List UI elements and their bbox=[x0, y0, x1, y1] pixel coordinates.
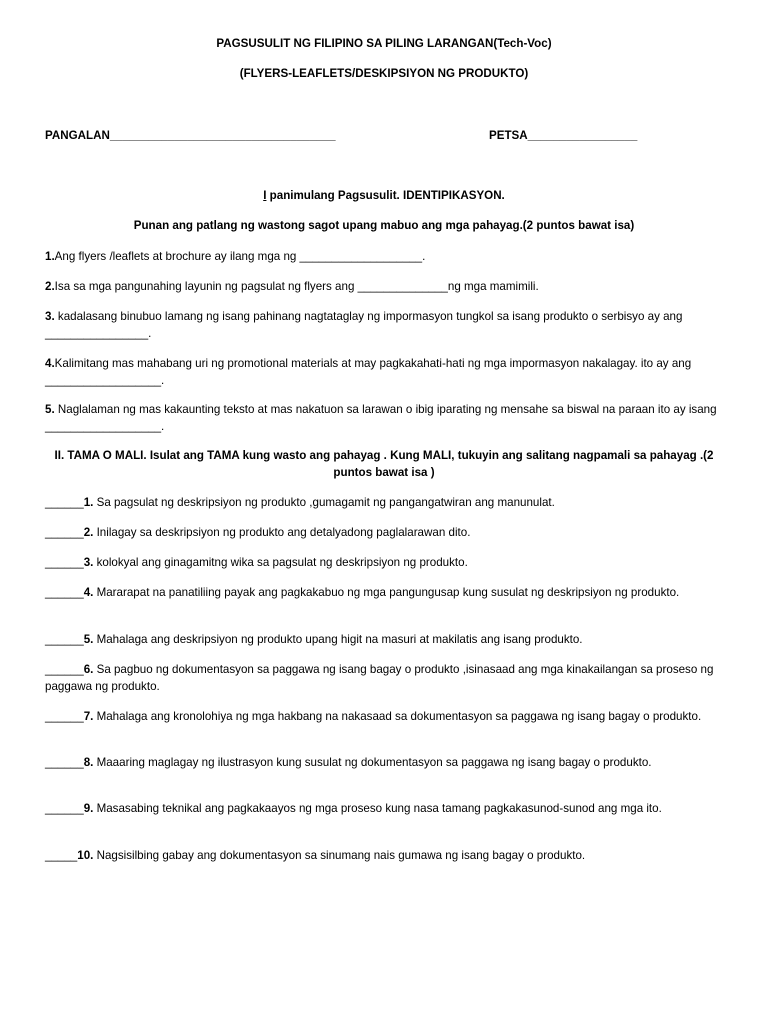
item-text: kolokyal ang ginagamitng wika sa pagsulat ng deskripsiyon ng produkto. bbox=[93, 556, 468, 569]
item-number: 2. bbox=[45, 280, 55, 293]
item-number: 2. bbox=[83, 526, 94, 539]
answer-blank: ______ bbox=[45, 663, 84, 676]
question-item bbox=[45, 279, 735, 296]
item-number: 3. bbox=[45, 310, 55, 323]
item-text: Sa pagsulat ng deskripsiyon ng produkto ,gumagamit ng pangangatwiran ang manunulat. bbox=[93, 496, 555, 509]
name-blank: ___________________________________ bbox=[109, 129, 336, 142]
part1-numeral: I bbox=[263, 189, 267, 202]
date-blank: _________________ bbox=[527, 129, 638, 142]
item-text: Sa pagbuo ng dokumentasyon sa paggawa ng isang bagay o produkto ,isinasaad ang mga kinakailangan sa proseso ng paggawa ng produkto. bbox=[45, 663, 714, 693]
answer-blank: ______ bbox=[45, 586, 84, 599]
item-text: Nagsisilbing gabay ang dokumentasyon sa sinumang nais gumawa ng isang bagay o produkto. bbox=[93, 849, 586, 862]
item-number: 8. bbox=[83, 756, 94, 769]
item-text: Inilagay sa deskripsiyon ng produkto ang detalyadong paglalarawan dito. bbox=[93, 526, 471, 539]
worksheet-subtitle: (FLYERS-LEAFLETS/DESKIPSIYON NG PRODUKTO) bbox=[239, 67, 529, 80]
question-item bbox=[45, 709, 735, 726]
worksheet-title: PAGSUSULIT NG FILIPINO SA PILING LARANGAN(Tech-Voc) bbox=[216, 37, 552, 50]
answer-blank: ______ bbox=[45, 496, 84, 509]
question-item bbox=[45, 555, 735, 572]
answer-blank: ______ bbox=[45, 526, 84, 539]
part1-heading-text: panimulang Pagsusulit. IDENTIPIKASYON. bbox=[266, 189, 505, 202]
answer-blank: ______ bbox=[45, 756, 84, 769]
question-item bbox=[45, 801, 735, 818]
part1-instruction: Punan ang patlang ng wastong sagot upang mabuo ang mga pahayag.(2 puntos bawat isa) bbox=[133, 219, 635, 232]
question-item bbox=[45, 632, 735, 649]
item-number: 5. bbox=[83, 633, 94, 646]
item-number: 1. bbox=[45, 250, 55, 263]
item-number: 5. bbox=[45, 403, 55, 416]
answer-blank: ______ bbox=[45, 710, 84, 723]
item-text: Maaaring maglagay ng ilustrasyon kung susulat ng dokumentasyon sa paggawa ng isang bagay o produkto. bbox=[93, 756, 652, 769]
item-number: 9. bbox=[83, 802, 94, 815]
answer-blank: ______ bbox=[45, 802, 84, 815]
name-field bbox=[45, 128, 336, 145]
item-number: 10. bbox=[77, 849, 94, 862]
item-number: 7. bbox=[83, 710, 94, 723]
item-text: Ang flyers /leaflets at brochure ay ilang mga ng ___________________. bbox=[54, 250, 426, 263]
question-item bbox=[45, 495, 735, 512]
question-item bbox=[45, 402, 735, 435]
item-text: Isa sa mga pangunahing layunin ng pagsulat ng flyers ang ______________ng mga mamimili. bbox=[54, 280, 539, 293]
item-text: Kalimitang mas mahabang uri ng promotional materials at may pagkakahati-hati ng mga impormasyon nakalagay. ito ay ang __________________. bbox=[45, 357, 692, 387]
item-number: 4. bbox=[45, 357, 55, 370]
item-text: kadalasang binubuo lamang ng isang pahinang nagtataglay ng impormasyon tungkol sa isang produkto o serbisyo ay ang ________________. bbox=[45, 310, 683, 340]
question-item bbox=[45, 755, 735, 772]
name-label: PANGALAN bbox=[45, 129, 110, 142]
answer-blank: ______ bbox=[45, 556, 84, 569]
item-text: Mahalaga ang kronolohiya ng mga hakbang na nakasaad sa dokumentasyon sa paggawa ng isang bagay o produkto. bbox=[93, 710, 702, 723]
item-number: 1. bbox=[83, 496, 94, 509]
item-text: Mahalaga ang deskripsiyon ng produkto upang higit na masuri at makilatis ang isang produkto. bbox=[93, 633, 583, 646]
question-item bbox=[45, 356, 735, 389]
question-item bbox=[45, 309, 735, 342]
date-label: PETSA bbox=[489, 129, 528, 142]
item-text: Naglalaman ng mas kakaunting teksto at mas nakatuon sa larawan o ibig iparating ng mensahe sa biswal na paraan ito ay isang __________________. bbox=[45, 403, 717, 433]
answer-blank: _____ bbox=[45, 849, 78, 862]
question-item bbox=[45, 848, 735, 865]
item-number: 4. bbox=[83, 586, 94, 599]
question-item bbox=[45, 662, 735, 695]
question-item bbox=[45, 525, 735, 542]
item-number: 3. bbox=[83, 556, 94, 569]
question-item bbox=[45, 249, 735, 266]
item-text: Mararapat na panatiliing payak ang pagkakabuo ng mga pangungusap kung susulat ng deskripsiyon ng produkto. bbox=[93, 586, 680, 599]
question-item bbox=[45, 585, 735, 602]
item-text: Masasabing teknikal ang pagkakaayos ng mga proseso kung nasa tamang pagkakasunod-sunod ang mga ito. bbox=[93, 802, 662, 815]
date-field bbox=[489, 128, 637, 145]
part2-heading: II. TAMA O MALI. Isulat ang TAMA kung wasto ang pahayag . Kung MALI, tukuyin ang salitang nagpamali sa pahayag .(2 puntos bawat isa ) bbox=[54, 449, 714, 479]
item-number: 6. bbox=[83, 663, 94, 676]
answer-blank: ______ bbox=[45, 633, 84, 646]
part1-heading bbox=[0, 188, 768, 205]
